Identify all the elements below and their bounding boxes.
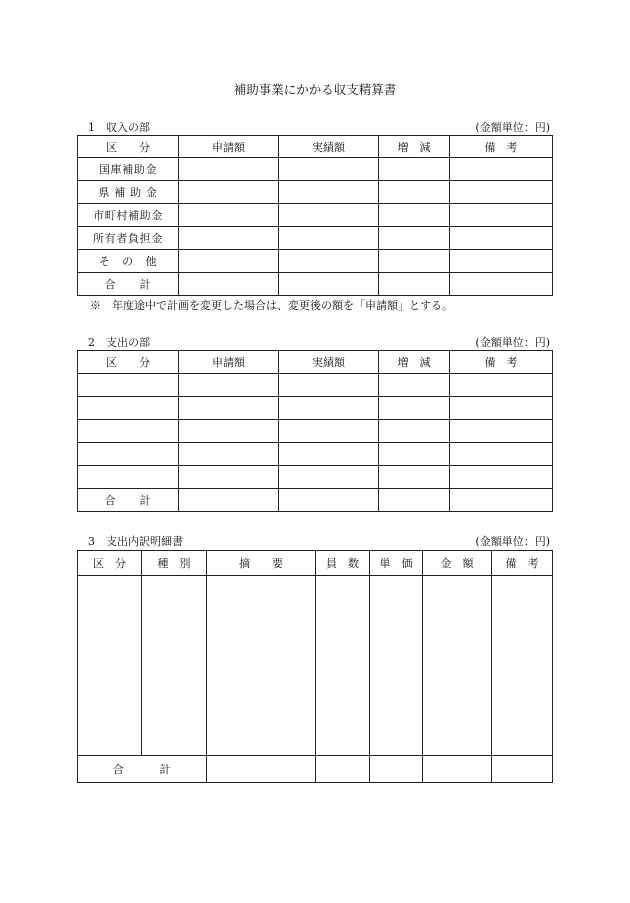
- actual-cell[interactable]: [279, 466, 379, 489]
- actual-cell[interactable]: [279, 158, 379, 181]
- requested-cell[interactable]: [179, 420, 279, 443]
- category-cell[interactable]: [78, 466, 179, 489]
- quantity-cell[interactable]: [316, 576, 370, 756]
- actual-cell[interactable]: [279, 420, 379, 443]
- column-header-actual: 実績額: [279, 136, 379, 158]
- actual-cell[interactable]: [279, 273, 379, 296]
- section3-unit: (金額単位：円): [475, 535, 550, 548]
- expenditure-table: [77, 350, 553, 512]
- column-header-unit-price: 単 価: [370, 551, 423, 576]
- remarks-cell[interactable]: [450, 204, 553, 227]
- description-cell[interactable]: [207, 576, 316, 756]
- total-row: [78, 489, 553, 512]
- row-label: 県 補 助 金: [78, 181, 179, 204]
- total-row: [78, 756, 553, 783]
- requested-cell[interactable]: [179, 204, 279, 227]
- unit-price-cell[interactable]: [370, 756, 423, 783]
- requested-cell[interactable]: [179, 158, 279, 181]
- remarks-cell[interactable]: [492, 756, 553, 783]
- requested-cell[interactable]: [179, 374, 279, 397]
- remarks-cell[interactable]: [492, 576, 553, 756]
- section2-heading: 2 支出の部: [88, 336, 150, 349]
- column-header-requested: 申請額: [179, 351, 279, 374]
- category-cell[interactable]: [78, 397, 179, 420]
- section2-header: [84, 334, 552, 348]
- unit-price-cell[interactable]: [370, 576, 423, 756]
- actual-cell[interactable]: [279, 374, 379, 397]
- row-label: 国庫補助金: [78, 158, 179, 181]
- actual-cell[interactable]: [279, 204, 379, 227]
- total-label: 合 計: [78, 273, 179, 296]
- description-cell[interactable]: [207, 756, 316, 783]
- row-label: 市町村補助金: [78, 204, 179, 227]
- remarks-cell[interactable]: [450, 443, 553, 466]
- table-row: [78, 397, 553, 420]
- remarks-cell[interactable]: [450, 227, 553, 250]
- column-header-actual: 実績額: [279, 351, 379, 374]
- column-header-category: 区 分: [78, 136, 179, 158]
- column-header-amount: 金 額: [423, 551, 492, 576]
- total-row: [78, 273, 553, 296]
- total-label: 合 計: [78, 489, 179, 512]
- income-header-row: [78, 136, 553, 158]
- table-row: [78, 227, 553, 250]
- requested-cell[interactable]: [179, 489, 279, 512]
- column-header-remarks: 備 考: [450, 136, 553, 158]
- section1-header: [84, 119, 552, 133]
- difference-cell[interactable]: [379, 250, 450, 273]
- breakdown-table: [77, 550, 553, 783]
- actual-cell[interactable]: [279, 489, 379, 512]
- remarks-cell[interactable]: [450, 158, 553, 181]
- difference-cell[interactable]: [379, 181, 450, 204]
- difference-cell[interactable]: [379, 227, 450, 250]
- requested-cell[interactable]: [179, 397, 279, 420]
- expenditure-header-row: [78, 351, 553, 374]
- total-label: 合 計: [78, 756, 207, 783]
- category-cell[interactable]: [78, 420, 179, 443]
- difference-cell[interactable]: [379, 204, 450, 227]
- quantity-cell[interactable]: [316, 756, 370, 783]
- table-row: [78, 374, 553, 397]
- requested-cell[interactable]: [179, 273, 279, 296]
- column-header-difference: 増 減: [379, 351, 450, 374]
- requested-cell[interactable]: [179, 227, 279, 250]
- difference-cell[interactable]: [379, 158, 450, 181]
- remarks-cell[interactable]: [450, 273, 553, 296]
- column-header-remarks: 備 考: [492, 551, 553, 576]
- category-cell[interactable]: [78, 443, 179, 466]
- difference-cell[interactable]: [379, 420, 450, 443]
- table-row: [78, 443, 553, 466]
- column-header-remarks: 備 考: [450, 351, 553, 374]
- table-row: [78, 158, 553, 181]
- column-header-type: 種 別: [142, 551, 207, 576]
- column-header-quantity: 員 数: [316, 551, 370, 576]
- requested-cell[interactable]: [179, 466, 279, 489]
- table-row: [78, 250, 553, 273]
- difference-cell[interactable]: [379, 397, 450, 420]
- remarks-cell[interactable]: [450, 420, 553, 443]
- difference-cell[interactable]: [379, 466, 450, 489]
- amount-cell[interactable]: [423, 576, 492, 756]
- income-table: [77, 135, 553, 296]
- difference-cell[interactable]: [379, 273, 450, 296]
- remarks-cell[interactable]: [450, 466, 553, 489]
- column-header-requested: 申請額: [179, 136, 279, 158]
- actual-cell[interactable]: [279, 397, 379, 420]
- actual-cell[interactable]: [279, 181, 379, 204]
- type-cell[interactable]: [142, 576, 207, 756]
- requested-cell[interactable]: [179, 181, 279, 204]
- column-header-description: 摘 要: [207, 551, 316, 576]
- category-cell[interactable]: [78, 374, 179, 397]
- requested-cell[interactable]: [179, 443, 279, 466]
- column-header-category: 区 分: [78, 551, 142, 576]
- section3-header: [84, 533, 552, 547]
- difference-cell[interactable]: [379, 374, 450, 397]
- document-title: 補助事業にかかる収支精算書: [233, 82, 397, 97]
- requested-cell[interactable]: [179, 250, 279, 273]
- row-label: そ の 他: [78, 250, 179, 273]
- table-row: [78, 466, 553, 489]
- difference-cell[interactable]: [379, 489, 450, 512]
- section1-unit: (金額単位：円): [475, 121, 550, 134]
- section2-unit: (金額単位：円): [475, 336, 550, 349]
- difference-cell[interactable]: [379, 443, 450, 466]
- section1-heading: 1 収入の部: [88, 121, 150, 134]
- remarks-cell[interactable]: [450, 250, 553, 273]
- column-header-category: 区 分: [78, 351, 179, 374]
- remarks-cell[interactable]: [450, 489, 553, 512]
- remarks-cell[interactable]: [450, 374, 553, 397]
- remarks-cell[interactable]: [450, 397, 553, 420]
- remarks-cell[interactable]: [450, 181, 553, 204]
- section3-heading: 3 支出内訳明細書: [88, 535, 183, 548]
- actual-cell[interactable]: [279, 250, 379, 273]
- actual-cell[interactable]: [279, 443, 379, 466]
- row-label: 所有者負担金: [78, 227, 179, 250]
- column-header-difference: 増 減: [379, 136, 450, 158]
- breakdown-header-row: [78, 551, 553, 576]
- actual-cell[interactable]: [279, 227, 379, 250]
- table-row: [78, 181, 553, 204]
- footnote: ※ 年度途中で計画を変更した場合は、変更後の額を「申請額」とする。: [90, 299, 453, 312]
- table-row: [78, 420, 553, 443]
- breakdown-body-row: [78, 576, 553, 756]
- table-row: [78, 204, 553, 227]
- category-cell[interactable]: [78, 576, 142, 756]
- amount-cell[interactable]: [423, 756, 492, 783]
